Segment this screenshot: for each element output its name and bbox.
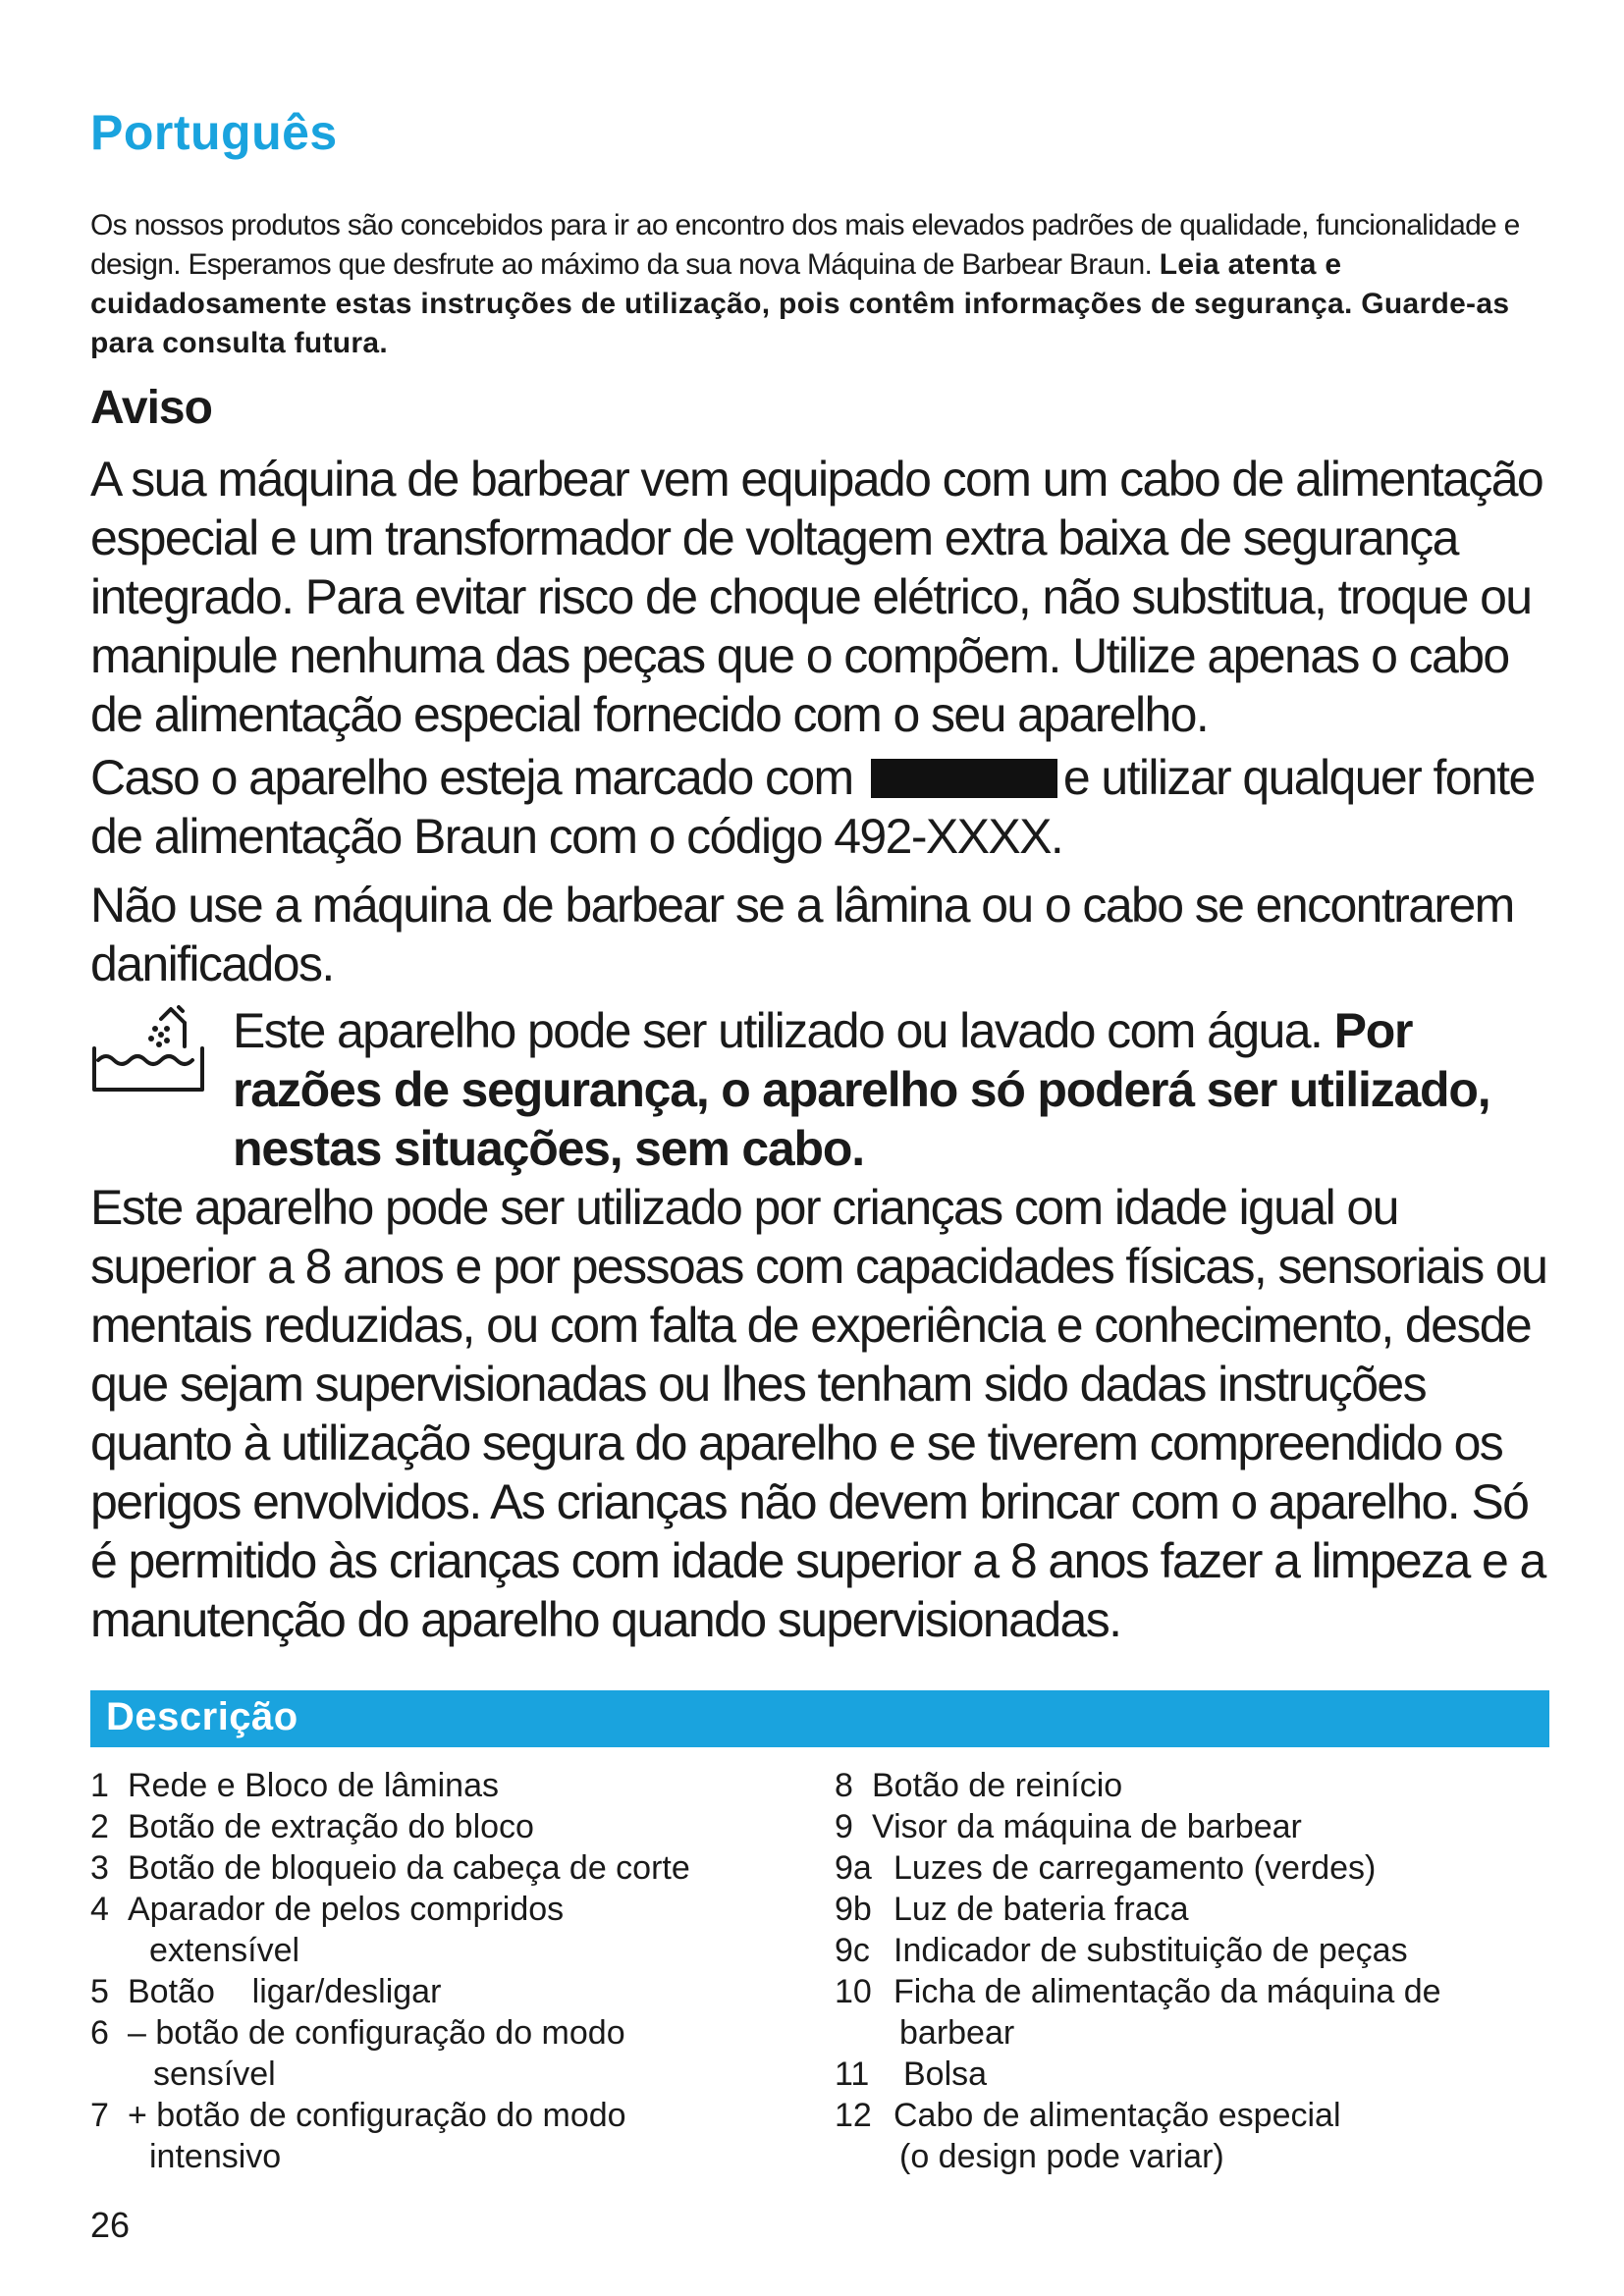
- item-number: 9a: [835, 1849, 872, 1887]
- item-label: Botão de reinício: [872, 1767, 1123, 1804]
- page-number: 26: [90, 2205, 131, 2245]
- list-item: [835, 1930, 1549, 1971]
- list-item: [90, 1765, 817, 1806]
- list-item: [90, 2012, 817, 2054]
- item-label-continuation: barbear: [899, 2014, 1015, 2052]
- water-text-bold: Por razões de segurança, o aparelho só poderá ser utilizado, nestas situações, sem cabo.: [233, 1003, 1490, 1176]
- item-number: 7: [90, 2097, 109, 2134]
- description-list-right: [835, 1765, 1549, 2177]
- item-label: Ficha de alimentação da máquina de: [893, 1973, 1441, 2010]
- item-label-continuation: (o design pode variar): [899, 2138, 1224, 2175]
- list-item: [835, 1971, 1549, 2012]
- warning-p2-before: Caso o aparelho esteja marcado com: [90, 750, 853, 805]
- item-label: Botão de extração do bloco: [128, 1808, 534, 1845]
- warning-paragraph-1: A sua máquina de barbear vem equipado com um cabo de alimentação especial e um transformador de voltagem extra baixa de segurança integrado. Para evitar risco de choque elétrico, não substitua, troque ou manipule nenhuma das peças que o compõem. Utilize apenas o cabo de alimentação especial fornecido com o seu aparelho.: [90, 452, 1543, 742]
- item-label: Aparador de pelos compridos: [128, 1891, 565, 1928]
- list-item: [835, 2095, 1549, 2136]
- list-item: [835, 2054, 1549, 2095]
- item-number: 11: [835, 2056, 870, 2093]
- item-label: Indicador de substituição de peças: [893, 1932, 1408, 1969]
- item-number: 12: [835, 2097, 872, 2134]
- list-item: [90, 2095, 817, 2136]
- list-item: [835, 1847, 1549, 1889]
- item-label: Visor da máquina de barbear: [872, 1808, 1302, 1845]
- water-text-normal: Este aparelho pode ser utilizado ou lavado com água.: [233, 1003, 1323, 1058]
- warning-p2-after: e utilizar qualquer fonte de alimentação Braun com o código 492-XXXX.: [90, 750, 1535, 864]
- description-list-left: [90, 1765, 817, 2177]
- item-number: 2: [90, 1808, 109, 1845]
- item-label-continuation: extensível: [149, 1932, 300, 1969]
- item-label: Cabo de alimentação especial: [893, 2097, 1341, 2134]
- item-label-continuation: sensível: [153, 2056, 276, 2093]
- item-number: 4: [90, 1891, 109, 1928]
- item-label: Botão ligar/desligar: [128, 1973, 442, 2010]
- item-number: 9c: [835, 1932, 870, 1969]
- item-label: Luz de bateria fraca: [893, 1891, 1189, 1928]
- item-number: 6: [90, 2014, 109, 2052]
- list-item: [90, 1847, 817, 1889]
- item-number: 8: [835, 1767, 853, 1804]
- language-title: Português: [90, 105, 338, 160]
- water-washable-icon: [90, 1001, 206, 1095]
- list-item: [835, 1765, 1549, 1806]
- intro-paragraph: [90, 206, 1549, 363]
- description-title: Descrição: [106, 1695, 298, 1738]
- list-item: [90, 1971, 817, 2012]
- redacted-marking: [871, 759, 1057, 798]
- item-label: Rede e Bloco de lâminas: [128, 1767, 500, 1804]
- intro-text: Os nossos produtos são concebidos para ir ao encontro dos mais elevados padrões de qualidade, funcionalidade e design. Esperamos que desfrute ao máximo da sua nova Máquina de Barbear Braun.: [90, 209, 1520, 281]
- item-number: 10: [835, 1973, 872, 2010]
- item-label-continuation: intensivo: [149, 2138, 282, 2175]
- item-label: Bolsa: [903, 2056, 988, 2093]
- warning-paragraph-4: Este aparelho pode ser utilizado por crianças com idade igual ou superior a 8 anos e por pessoas com capacidades físicas, sensoriais ou mentais reduzidas, ou com falta de experiência e conhecimento, desde que sejam supervisionadas ou lhes tenham sido dadas instruções quanto à utilização segura do aparelho e se tiverem compreendido os perigos envolvidos. As crianças não devem brincar com o aparelho. Só é permitido às crianças com idade superior a 8 anos fazer a limpeza e a manutenção do aparelho quando supervisionadas.: [90, 1180, 1547, 1647]
- item-number: 3: [90, 1849, 109, 1887]
- item-label: Botão de bloqueio da cabeça de corte: [128, 1849, 690, 1887]
- item-label: – botão de configuração do modo: [128, 2014, 625, 2052]
- water-usage-text: [233, 1001, 1548, 1178]
- list-item: [90, 1889, 817, 1930]
- warning-paragraph-2: [90, 748, 1549, 866]
- item-number: 5: [90, 1973, 109, 2010]
- item-number: 1: [90, 1767, 109, 1804]
- warning-paragraph-3: Não use a máquina de barbear se a lâmina ou o cabo se encontrarem danificados.: [90, 878, 1514, 991]
- list-item: [835, 1889, 1549, 1930]
- intro-bold-text: Leia atenta e cuidadosamente estas instruções de utilização, pois contêm informações de segurança. Guarde-as para consulta futura.: [90, 248, 1510, 359]
- item-number: 9: [835, 1808, 853, 1845]
- warning-title: Aviso: [90, 382, 212, 434]
- list-item: [835, 1806, 1549, 1847]
- item-label: Luzes de carregamento (verdes): [893, 1849, 1377, 1887]
- description-header-bar: [90, 1690, 1549, 1747]
- item-label: + botão de configuração do modo: [128, 2097, 626, 2134]
- item-number: 9b: [835, 1891, 872, 1928]
- list-item: [90, 1806, 817, 1847]
